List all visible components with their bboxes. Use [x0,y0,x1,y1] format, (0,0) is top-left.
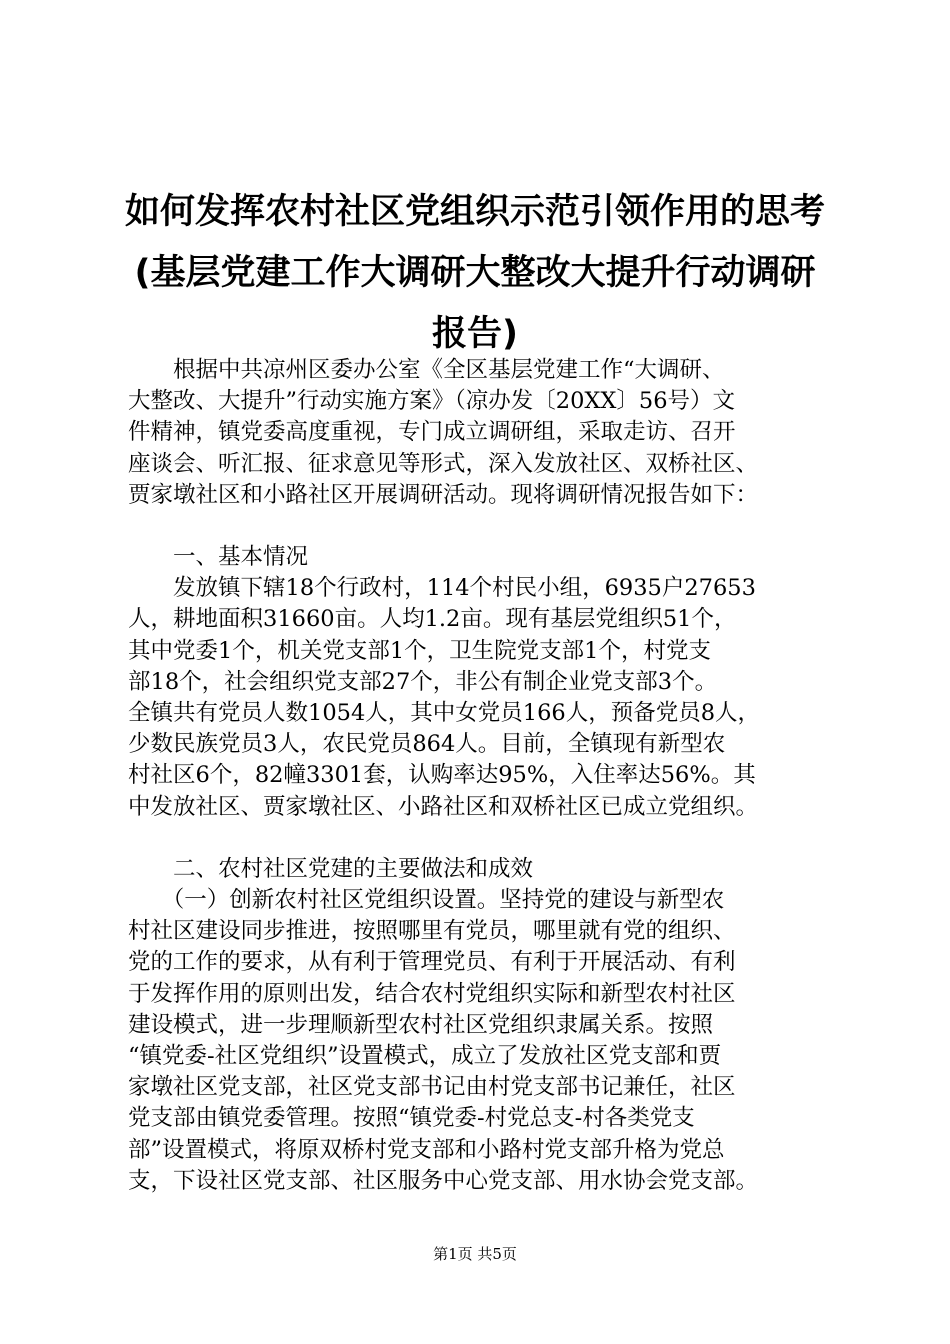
text-line: 贾家墩社区和小路社区开展调研活动。现将调研情况报告如下： [128,481,759,508]
text-line: 部18个，社会组织党支部27个，非公有制企业党支部3个。 [128,668,718,695]
text-line: 建设模式，进一步理顺新型农村社区党组织隶属关系。按照 [128,1011,714,1038]
title-line: 如何发挥农村社区党组织示范引领作用的思考 [124,192,825,232]
text-line: 中发放社区、贾家墩社区、小路社区和双桥社区已成立党组织。 [128,793,759,820]
text-line: 村社区建设同步推进，按照哪里有党员，哪里就有党的组织、 [128,918,736,945]
text-line: 部”设置模式，将原双桥村党支部和小路村党支部升格为党总 [128,1136,725,1163]
text-line: 人，耕地面积31660亩。人均1.2亩。现有基层党组织51个， [128,606,737,633]
text-line: 其中党委1个，机关党支部1个，卫生院党支部1个，村党支 [128,637,711,664]
section-basic-situation [128,542,838,823]
title-line: (基层党建工作大调研大整改大提升行动调研 [134,253,816,293]
text-line: 全镇共有党员人数1054人，其中女党员166人，预备党员8人， [128,700,761,727]
text-line: 发放镇下辖18个行政村，114个村民小组，6935户27653 [128,575,756,602]
page-footer: 第1页 共5页 [433,1245,517,1263]
text-line: 少数民族党员3人，农民党员864人。目前，全镇现有新型农 [128,731,726,758]
text-line: 支，下设社区党支部、社区服务中心党支部、用水协会党支部。 [128,1167,759,1194]
paragraph-gap [128,823,838,854]
section-practices [128,854,838,1197]
text-line: 座谈会、听汇报、征求意见等形式，深入发放社区、双桥社区、 [128,450,759,477]
section-heading: 一、基本情况 [128,544,309,571]
text-line: （一）创新农村社区党组织设置。坚持党的建设与新型农 [128,887,725,914]
text-line: 件精神，镇党委高度重视，专门成立调研组，采取走访、召开 [128,419,736,446]
section-heading: 二、农村社区党建的主要做法和成效 [128,855,534,882]
text-line: 党的工作的要求，从有利于管理党员、有利于开展活动、有利 [128,949,736,976]
text-line: 根据中共凉州区委办公室《全区基层党建工作“大调研、 [128,357,725,383]
text-line: “镇党委-社区党组织”设置模式，成立了发放社区党支部和贾 [128,1043,722,1070]
document-body [128,355,838,1197]
text-line: 于发挥作用的原则出发，结合农村党组织实际和新型农村社区 [128,980,736,1007]
text-line: 大整改、大提升”行动实施方案》（凉办发〔20XX〕56号）文 [128,388,736,415]
paragraph-gap [128,511,838,542]
text-line: 党支部由镇党委管理。按照“镇党委-村党总支-村各类党支 [128,1105,695,1132]
intro-paragraph [128,355,838,511]
title-line: 报告) [432,314,518,354]
text-line: 家墩社区党支部，社区党支部书记由村党支部书记兼任，社区 [128,1074,736,1101]
text-line: 村社区6个，82幢3301套，认购率达95%，入住率达56%。其 [128,762,756,789]
document-title [110,182,840,365]
